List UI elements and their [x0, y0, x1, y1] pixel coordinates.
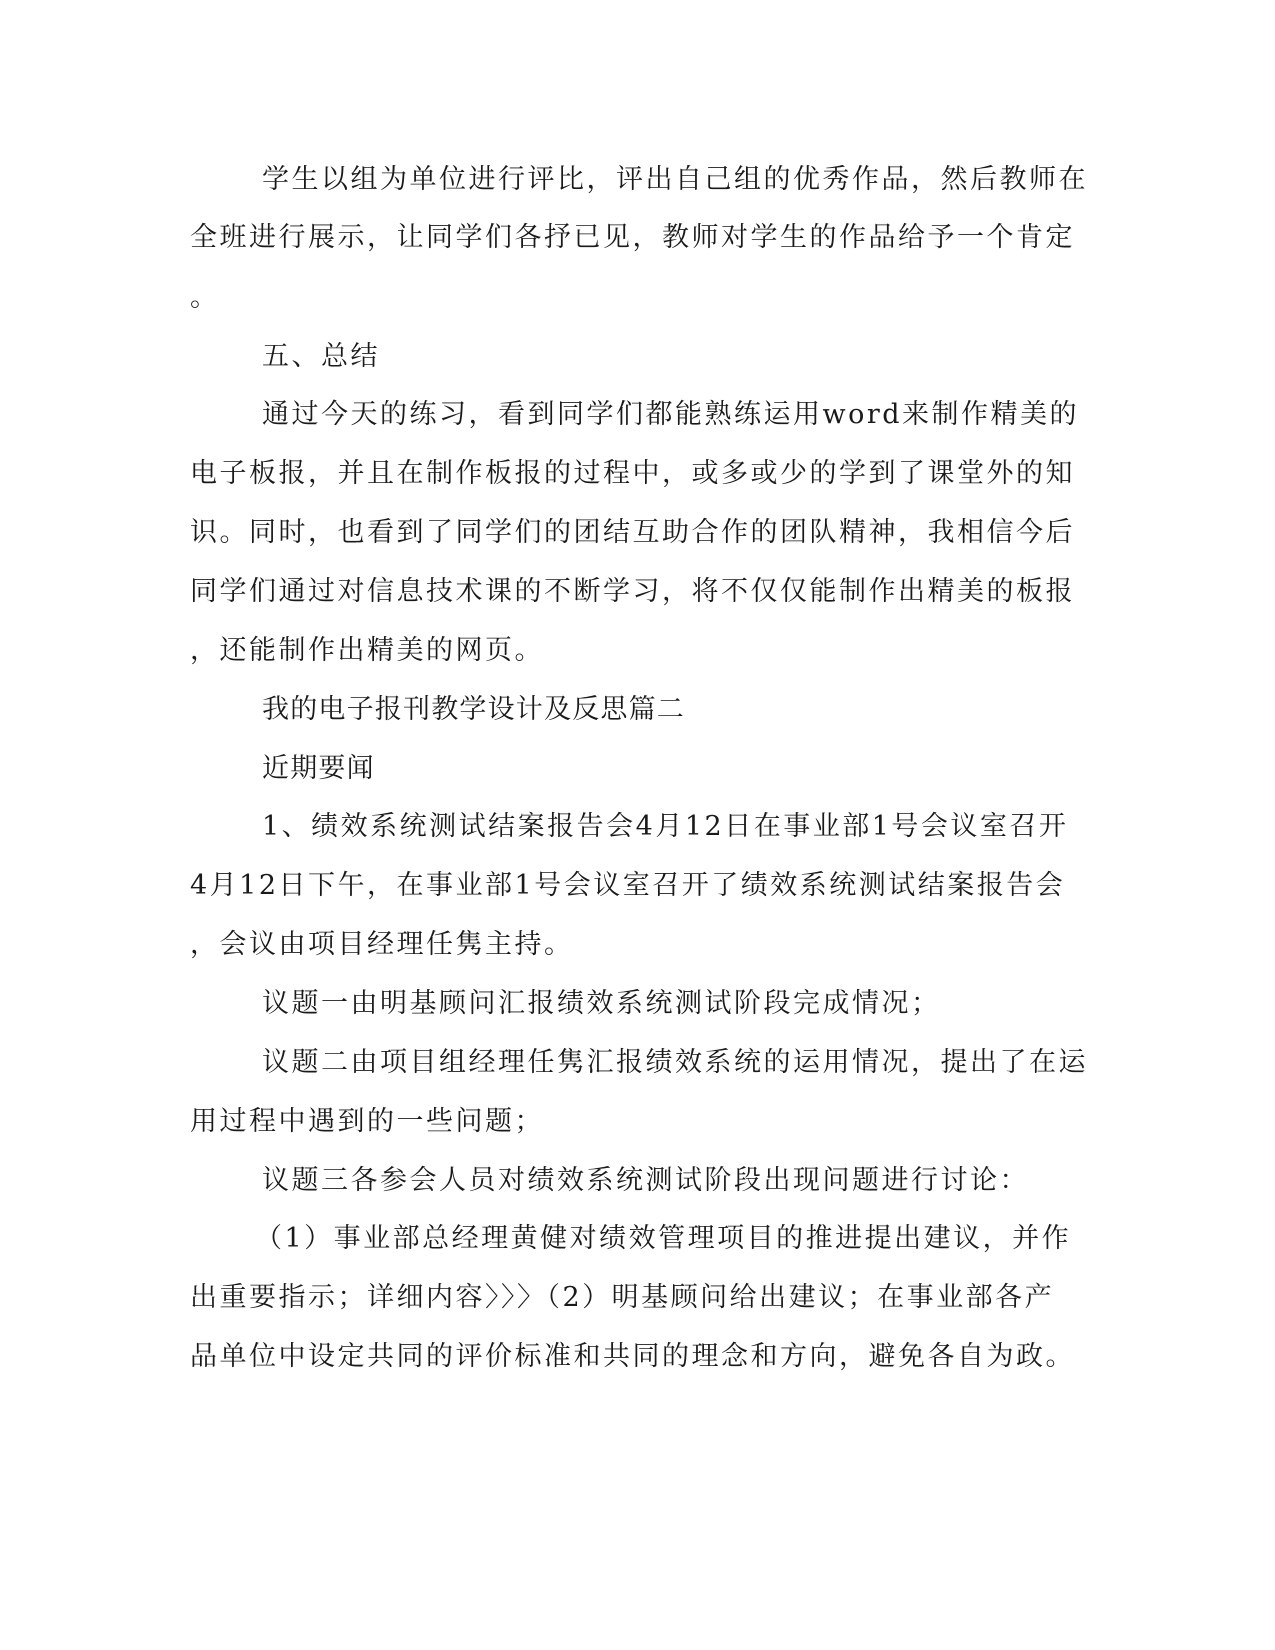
paragraph-line: 议题二由项目组经理任隽汇报绩效系统的运用情况，提出了在运: [262, 1047, 1088, 1078]
paragraph-line: 学生以组为单位进行评比，评出自己组的优秀作品，然后教师在: [262, 164, 1088, 195]
paragraph-line: 电子板报，并且在制作板报的过程中，或多或少的学到了课堂外的知: [190, 458, 1075, 489]
paragraph-line: （1）事业部总经理黄健对绩效管理项目的推进提出建议，并作: [255, 1223, 1072, 1254]
paragraph-line: 全班进行展示，让同学们各抒已见，教师对学生的作品给予一个肯定: [190, 222, 1075, 253]
paragraph-line: 议题一由明基顾问汇报绩效系统测试阶段完成情况；: [262, 988, 941, 1019]
section-heading: 五、总结: [262, 341, 380, 372]
paragraph-line: 识。同时，也看到了同学们的团结互助合作的团队精神，我相信今后: [190, 517, 1075, 548]
paragraph-line: ，还能制作出精美的网页。: [190, 635, 544, 666]
news-headline: 1、绩效系统测试结案报告会4月12日在事业部1号会议室召开: [262, 811, 1069, 842]
paragraph-line: 同学们通过对信息技术课的不断学习，将不仅仅能制作出精美的板报: [190, 576, 1075, 607]
paragraph-line: 通过今天的练习，看到同学们都能熟练运用word来制作精美的: [262, 399, 1080, 430]
paragraph-line: 。: [190, 282, 220, 313]
article-title: 我的电子报刊教学设计及反思篇二: [262, 694, 685, 725]
paragraph-line: 4月12日下午，在事业部1号会议室召开了绩效系统测试结案报告会: [190, 870, 1066, 901]
paragraph-line: ，会议由项目经理任隽主持。: [190, 929, 574, 960]
paragraph-line: 出重要指示；详细内容〉〉〉（2）明基顾问给出建议；在事业部各产: [190, 1282, 1055, 1313]
section-heading: 近期要闻: [262, 753, 375, 784]
paragraph-line: 用过程中遇到的一些问题；: [190, 1106, 544, 1137]
paragraph-line: 品单位中设定共同的评价标准和共同的理念和方向，避免各自为政。: [190, 1341, 1075, 1372]
paragraph-line: 议题三各参会人员对绩效系统测试阶段出现问题进行讨论：: [262, 1165, 1029, 1196]
